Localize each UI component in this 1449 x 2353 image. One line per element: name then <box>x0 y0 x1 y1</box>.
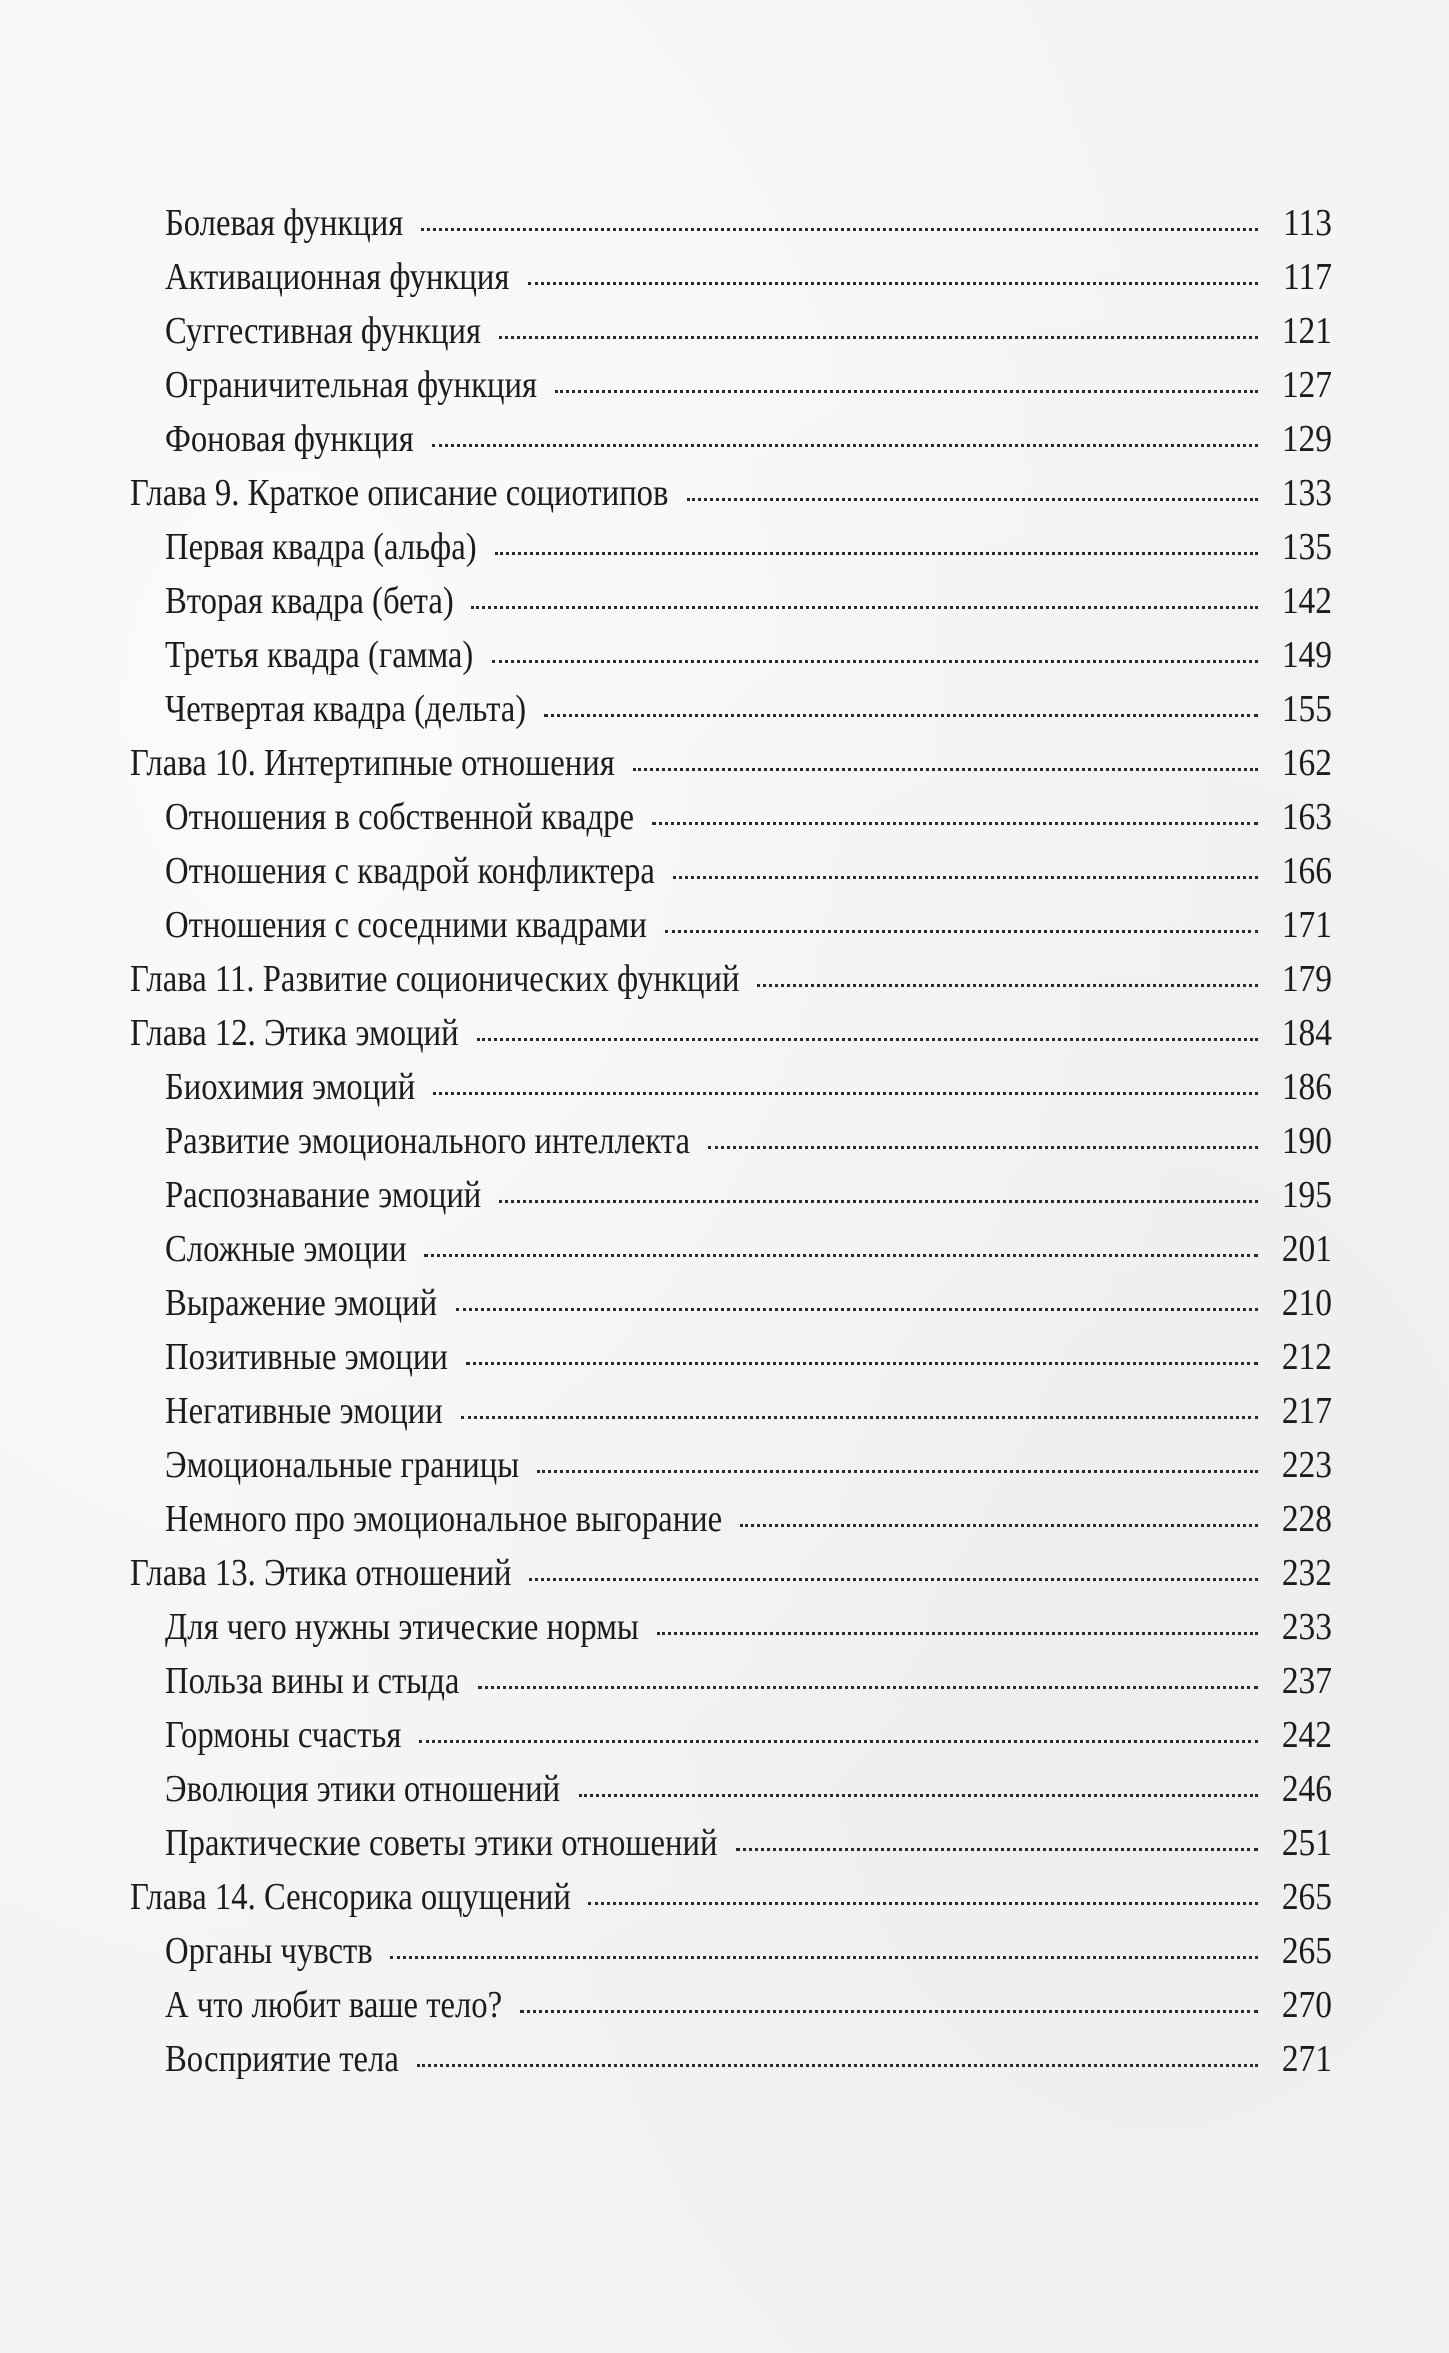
toc-entry-title: Органы чувств <box>165 1930 373 1972</box>
toc-entry-title: Для чего нужны этические нормы <box>165 1606 639 1648</box>
toc-entry-page-number: 149 <box>1281 634 1332 676</box>
dot-leader <box>492 660 1258 663</box>
toc-entry-title: Фоновая функция <box>165 418 414 460</box>
toc-entry-page-number: 142 <box>1281 580 1332 622</box>
toc-entry-title-wrap <box>165 1816 718 1870</box>
toc-section-entry <box>130 1654 1332 1708</box>
toc-entry-page-number: 210 <box>1281 1282 1332 1324</box>
toc-entry-title-wrap <box>130 1870 570 1924</box>
toc-section-entry <box>130 1114 1332 1168</box>
toc-entry-title: Четвертая квадра (дельта) <box>165 688 527 730</box>
toc-entry-title-wrap <box>165 358 537 412</box>
toc-entry-title: Гормоны счастья <box>165 1714 402 1756</box>
dot-leader <box>471 606 1258 609</box>
toc-entry-page-number: 270 <box>1281 1984 1332 2026</box>
toc-entry-page-number: 201 <box>1281 1228 1332 1270</box>
toc-section-entry <box>130 790 1332 844</box>
toc-entry-title: Болевая функция <box>165 202 404 244</box>
toc-entry-title: Эмоциональные границы <box>165 1444 520 1486</box>
dot-leader <box>529 1578 1258 1581</box>
toc-entry-page-number: 232 <box>1281 1552 1332 1594</box>
toc-section-entry <box>130 196 1332 250</box>
toc-entry-title-wrap <box>130 1006 459 1060</box>
dot-leader <box>537 1470 1258 1473</box>
toc-entry-title: Глава 13. Этика отношений <box>130 1552 512 1594</box>
toc-section-entry <box>130 1492 1332 1546</box>
toc-entry-title-wrap <box>165 2032 399 2086</box>
toc-section-entry <box>130 1330 1332 1384</box>
toc-entry-title: Отношения в собственной квадре <box>165 796 634 838</box>
dot-leader <box>417 2064 1258 2067</box>
toc-entry-title-wrap <box>165 412 414 466</box>
dot-leader <box>495 552 1258 555</box>
toc-entry-title: Польза вины и стыда <box>165 1660 460 1702</box>
toc-entry-title: Выражение эмоций <box>165 1282 438 1324</box>
toc-entry-title-wrap <box>165 1654 460 1708</box>
dot-leader <box>657 1632 1258 1635</box>
toc-section-entry <box>130 520 1332 574</box>
toc-entry-title: Развитие эмоционального интеллекта <box>165 1120 690 1162</box>
toc-section-entry <box>130 1924 1332 1978</box>
toc-entry-title: Суггестивная функция <box>165 310 482 352</box>
toc-entry-page-number: 135 <box>1281 526 1332 568</box>
dot-leader <box>432 444 1258 447</box>
dot-leader <box>528 282 1258 285</box>
toc-entry-page-number: 223 <box>1281 1444 1332 1486</box>
toc-entry-page-number: 163 <box>1281 796 1332 838</box>
toc-chapter-entry <box>130 1870 1332 1924</box>
toc-entry-page-number: 195 <box>1281 1174 1332 1216</box>
dot-leader <box>673 876 1258 879</box>
toc-entry-page-number: 129 <box>1281 418 1332 460</box>
toc-entry-title-wrap <box>165 1168 481 1222</box>
toc-entry-page-number: 246 <box>1281 1768 1332 1810</box>
toc-entry-title-wrap <box>165 1384 443 1438</box>
toc-entry-page-number: 113 <box>1283 202 1332 244</box>
toc-entry-title-wrap <box>165 628 474 682</box>
toc-entry-title: Позитивные эмоции <box>165 1336 448 1378</box>
toc-entry-page-number: 251 <box>1281 1822 1332 1864</box>
toc-entry-title-wrap <box>165 250 510 304</box>
toc-section-entry <box>130 682 1332 736</box>
toc-entry-title: Биохимия эмоций <box>165 1066 416 1108</box>
toc-entry-title: Ограничительная функция <box>165 364 538 406</box>
toc-entry-title-wrap <box>165 1438 519 1492</box>
toc-section-entry <box>130 1438 1332 1492</box>
toc-entry-page-number: 228 <box>1281 1498 1332 1540</box>
dot-leader <box>461 1416 1258 1419</box>
toc-section-entry <box>130 574 1332 628</box>
toc-entry-title: Первая квадра (альфа) <box>165 526 477 568</box>
dot-leader <box>477 1038 1258 1041</box>
dot-leader <box>740 1524 1258 1527</box>
toc-entry-page-number: 190 <box>1281 1120 1332 1162</box>
dot-leader <box>520 2010 1258 2013</box>
dot-leader <box>579 1794 1259 1797</box>
toc-section-entry <box>130 1060 1332 1114</box>
toc-entry-page-number: 271 <box>1281 2038 1332 2080</box>
dot-leader <box>390 1956 1258 1959</box>
toc-section-entry <box>130 1168 1332 1222</box>
toc-entry-title-wrap <box>165 1600 639 1654</box>
toc-section-entry <box>130 250 1332 304</box>
dot-leader <box>499 1200 1258 1203</box>
toc-entry-title: Распознавание эмоций <box>165 1174 482 1216</box>
dot-leader <box>419 1740 1258 1743</box>
toc-entry-title: Сложные эмоции <box>165 1228 407 1270</box>
toc-entry-title: Отношения с квадрой конфликтера <box>165 850 655 892</box>
toc-entry-page-number: 212 <box>1281 1336 1332 1378</box>
toc-entry-page-number: 242 <box>1281 1714 1332 1756</box>
dot-leader <box>433 1092 1258 1095</box>
toc-entry-title: Негативные эмоции <box>165 1390 443 1432</box>
toc-section-entry <box>130 1978 1332 2032</box>
toc-entry-page-number: 265 <box>1281 1876 1332 1918</box>
toc-section-entry <box>130 412 1332 466</box>
dot-leader <box>652 822 1258 825</box>
dot-leader <box>708 1146 1258 1149</box>
toc-entry-title-wrap <box>165 1492 722 1546</box>
toc-entry-title: Глава 9. Краткое описание социотипов <box>130 472 669 514</box>
toc-entry-title: Глава 10. Интертипные отношения <box>130 742 615 784</box>
toc-entry-title-wrap <box>165 898 647 952</box>
toc-section-entry <box>130 844 1332 898</box>
toc-section-entry <box>130 1762 1332 1816</box>
dot-leader <box>499 336 1258 339</box>
toc-entry-page-number: 217 <box>1281 1390 1332 1432</box>
toc-section-entry <box>130 1384 1332 1438</box>
dot-leader <box>555 390 1258 393</box>
toc-entry-page-number: 117 <box>1283 256 1332 298</box>
toc-entry-title-wrap <box>165 790 634 844</box>
toc-entry-title-wrap <box>165 844 655 898</box>
toc-entry-title-wrap <box>165 1060 415 1114</box>
toc-entry-page-number: 237 <box>1281 1660 1332 1702</box>
toc-entry-title-wrap <box>165 1222 406 1276</box>
toc-entry-title-wrap <box>130 466 669 520</box>
toc-entry-title: Практические советы этики отношений <box>165 1822 718 1864</box>
toc-entry-title-wrap <box>165 1978 502 2032</box>
toc-entry-title: Глава 11. Развитие соционических функций <box>130 958 740 1000</box>
toc-entry-page-number: 133 <box>1281 472 1332 514</box>
dot-leader <box>421 228 1258 231</box>
toc-entry-title: Восприятие тела <box>165 2038 399 2080</box>
toc-section-entry <box>130 628 1332 682</box>
toc-section-entry <box>130 1276 1332 1330</box>
toc-chapter-entry <box>130 1006 1332 1060</box>
toc-entry-title-wrap <box>165 1114 690 1168</box>
dot-leader <box>736 1848 1258 1851</box>
toc-entry-title-wrap <box>165 304 481 358</box>
toc-entry-page-number: 166 <box>1281 850 1332 892</box>
dot-leader <box>466 1362 1258 1365</box>
toc-section-entry <box>130 2032 1332 2086</box>
toc-entry-title: Глава 14. Сенсорика ощущений <box>130 1876 571 1918</box>
dot-leader <box>633 768 1258 771</box>
dot-leader <box>687 498 1258 501</box>
toc-section-entry <box>130 1708 1332 1762</box>
toc-entry-page-number: 265 <box>1281 1930 1332 1972</box>
toc-entry-title-wrap <box>165 1708 401 1762</box>
toc-section-entry <box>130 1222 1332 1276</box>
toc-section-entry <box>130 1600 1332 1654</box>
toc-entry-page-number: 162 <box>1281 742 1332 784</box>
toc-entry-title: Немного про эмоциональное выгорание <box>165 1498 723 1540</box>
toc-section-entry <box>130 304 1332 358</box>
toc-entry-page-number: 184 <box>1281 1012 1332 1054</box>
toc-section-entry <box>130 898 1332 952</box>
toc-entry-page-number: 155 <box>1281 688 1332 730</box>
toc-entry-title-wrap <box>165 1276 438 1330</box>
dot-leader <box>757 984 1258 987</box>
toc-chapter-entry <box>130 736 1332 790</box>
toc-entry-title-wrap <box>165 1762 561 1816</box>
toc-entry-page-number: 179 <box>1281 958 1332 1000</box>
toc-entry-title: Глава 12. Этика эмоций <box>130 1012 459 1054</box>
toc-chapter-entry <box>130 1546 1332 1600</box>
toc-entry-title: Отношения с соседними квадрами <box>165 904 647 946</box>
dot-leader <box>544 714 1258 717</box>
dot-leader <box>424 1254 1258 1257</box>
table-of-contents <box>130 196 1332 2086</box>
toc-entry-title-wrap <box>130 1546 511 1600</box>
toc-entry-page-number: 121 <box>1281 310 1332 352</box>
toc-chapter-entry <box>130 466 1332 520</box>
toc-entry-title-wrap <box>165 196 403 250</box>
toc-entry-title-wrap <box>130 736 615 790</box>
toc-entry-page-number: 233 <box>1281 1606 1332 1648</box>
dot-leader <box>478 1686 1258 1689</box>
toc-chapter-entry <box>130 952 1332 1006</box>
toc-entry-title-wrap <box>130 952 739 1006</box>
toc-section-entry <box>130 1816 1332 1870</box>
dot-leader <box>456 1308 1258 1311</box>
toc-entry-title-wrap <box>165 520 477 574</box>
toc-entry-title: Активационная функция <box>165 256 510 298</box>
toc-entry-page-number: 186 <box>1281 1066 1332 1108</box>
toc-entry-title-wrap <box>165 682 526 736</box>
toc-entry-title: Третья квадра (гамма) <box>165 634 474 676</box>
toc-entry-page-number: 171 <box>1281 904 1332 946</box>
dot-leader <box>665 930 1258 933</box>
toc-entry-title: Вторая квадра (бета) <box>165 580 454 622</box>
toc-entry-title: Эволюция этики отношений <box>165 1768 561 1810</box>
toc-entry-title-wrap <box>165 1330 448 1384</box>
toc-entry-title-wrap <box>165 1924 372 1978</box>
toc-entry-title-wrap <box>165 574 453 628</box>
dot-leader <box>588 1902 1258 1905</box>
toc-section-entry <box>130 358 1332 412</box>
toc-entry-page-number: 127 <box>1281 364 1332 406</box>
toc-entry-title: А что любит ваше тело? <box>165 1984 503 2026</box>
